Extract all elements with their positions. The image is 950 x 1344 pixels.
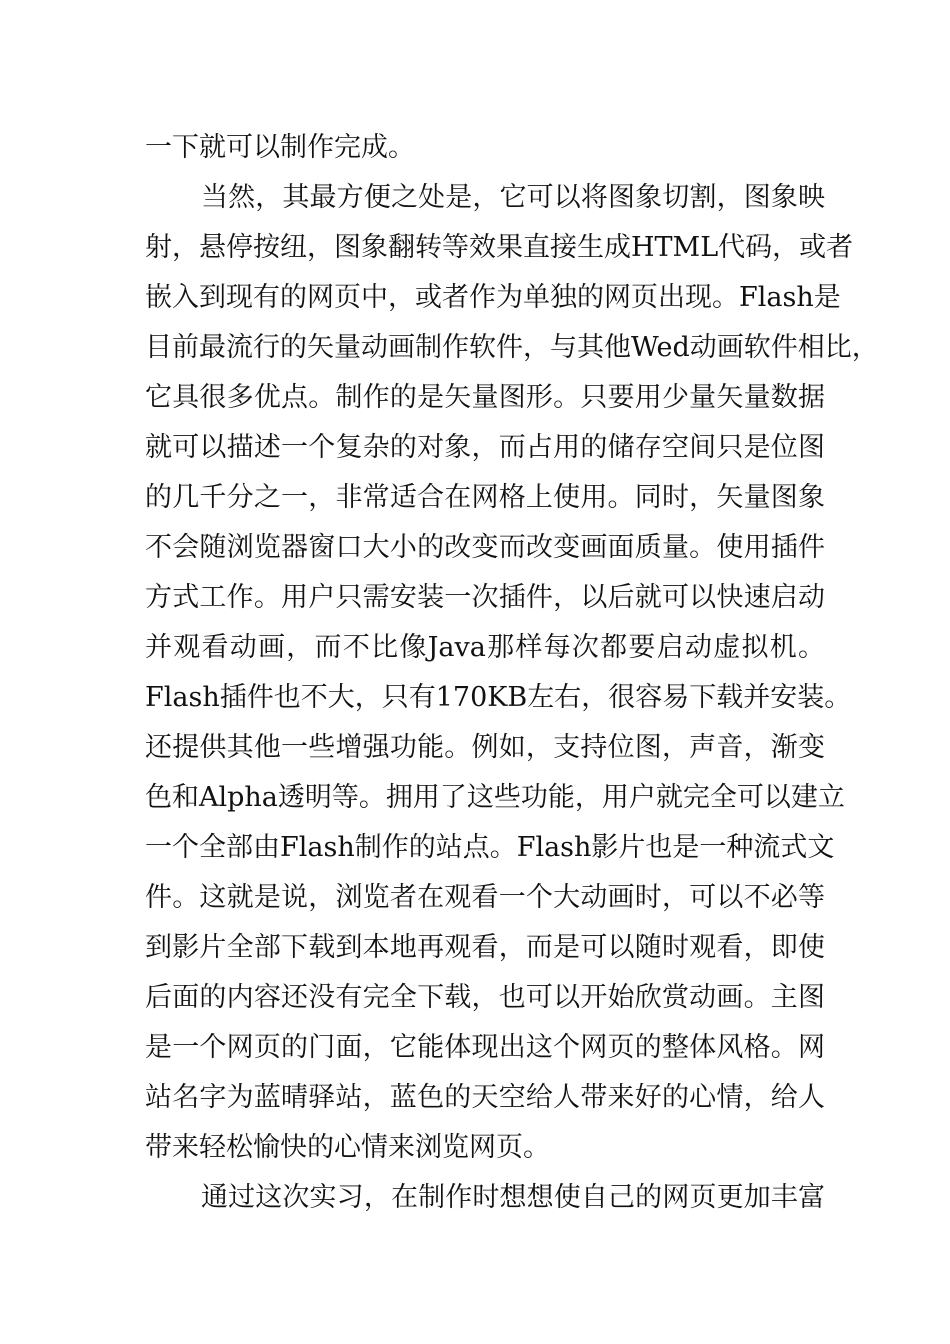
text-line: 射，悬停按纽，图象翻转等效果直接生成HTML代码，或者 — [145, 232, 854, 263]
text-line: 到影片全部下载到本地再观看，而是可以随时观看，即使 — [145, 932, 825, 963]
text-line: 它具很多优点。制作的是矢量图形。只要用少量矢量数据 — [145, 382, 825, 413]
text-line: 一个全部由Flash制作的站点。Flash影片也是一种流式文 — [145, 832, 835, 863]
text-line: Flash插件也不大，只有170KB左右，很容易下载并安装。 — [145, 682, 852, 713]
text-line: 带来轻松愉快的心情来浏览网页。 — [145, 1132, 550, 1163]
paragraph-first-line: 当然，其最方便之处是，它可以将图象切割，图象映 — [201, 182, 825, 213]
text-line: 方式工作。用户只需安装一次插件，以后就可以快速启动 — [145, 582, 825, 613]
text-line: 是一个网页的门面，它能体现出这个网页的整体风格。网 — [145, 1032, 825, 1063]
text-line: 的几千分之一，非常适合在网格上使用。同时，矢量图象 — [145, 482, 825, 513]
text-line: 嵌入到现有的网页中，或者作为单独的网页出现。Flash是 — [145, 282, 841, 313]
text-line: 色和Alpha透明等。拥用了这些功能，用户就完全可以建立 — [145, 782, 845, 813]
text-line: 目前最流行的矢量动画制作软件，与其他Wed动画软件相比， — [145, 332, 879, 363]
text-line: 还提供其他一些增强功能。例如，支持位图，声音，渐变 — [145, 732, 825, 763]
text-line: 不会随浏览器窗口大小的改变而改变画面质量。使用插件 — [145, 532, 825, 563]
text-line: 就可以描述一个复杂的对象，而占用的储存空间只是位图 — [145, 432, 825, 463]
text-line: 后面的内容还没有完全下载，也可以开始欣赏动画。主图 — [145, 982, 825, 1013]
text-line: 一下就可以制作完成。 — [145, 132, 415, 163]
paragraph-first-line: 通过这次实习，在制作时想想使自己的网页更加丰富 — [201, 1182, 825, 1213]
text-line: 站名字为蓝晴驿站，蓝色的天空给人带来好的心情，给人 — [145, 1082, 825, 1113]
text-line: 并观看动画，而不比像Java那样每次都要启动虚拟机。 — [145, 632, 825, 663]
text-line: 件。这就是说，浏览者在观看一个大动画时，可以不必等 — [145, 882, 825, 913]
